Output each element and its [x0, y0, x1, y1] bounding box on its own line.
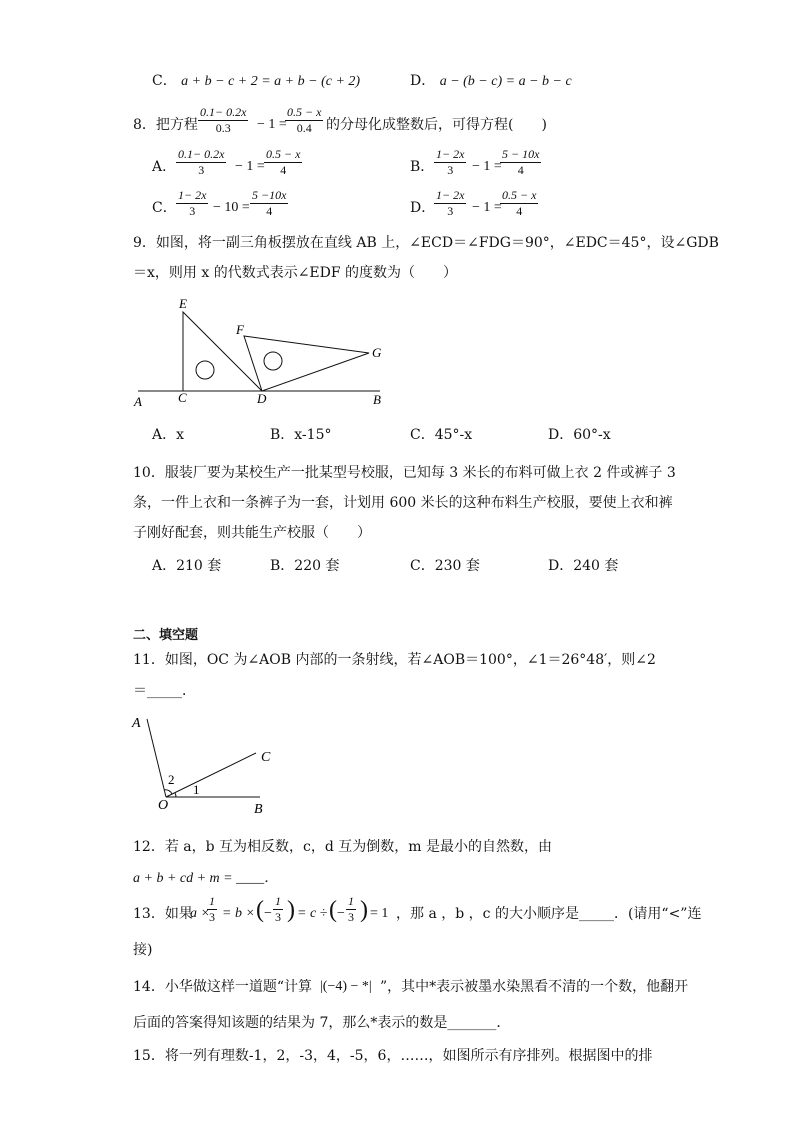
fraction-denominator: 0.4: [296, 121, 312, 135]
angle-arc-1: [175, 793, 176, 797]
fraction-numerator: 0.5 − x: [502, 188, 537, 202]
q13-suffix: ，那 a ，b ，c 的大小顺序是_____．(请用“<”连: [396, 906, 702, 922]
point-label-g: G: [372, 345, 382, 360]
q10-option-d: D．240 套: [548, 558, 619, 574]
fraction-denominator: 3: [189, 204, 196, 218]
fraction-denominator: 3: [447, 163, 454, 177]
fraction-denominator: 3: [348, 910, 354, 924]
triangle-fdg-hole: [264, 352, 282, 370]
point-label-b: B: [373, 392, 381, 407]
q11-stem-line-1: 11．如图，OC 为∠AOB 内部的一条射线，若∠AOB＝100°，∠1＝26°48′，则∠2: [133, 652, 656, 668]
q8-stem-mid: − 1 =: [257, 117, 287, 132]
q8-prefix: 8．把方程: [133, 117, 198, 133]
q10-stem-line-2: 条，一件上衣和一条裤子为一套，计划用 600 米长的这种布料生产校服，要使上衣和裤: [133, 495, 673, 511]
q13-fraction-2: [273, 895, 283, 924]
fraction-numerator: 0.5 − x: [266, 147, 301, 161]
q9-option-b: B．x-15°: [270, 427, 332, 443]
q8-stem-fraction-2: [285, 106, 323, 135]
q8-option-d-fraction-1: [434, 189, 466, 218]
fraction-denominator: 4: [516, 204, 523, 218]
fraction-numerator: 1: [275, 894, 281, 908]
q13-expr-a: a ×: [190, 906, 210, 921]
section-title: 二、填空题: [133, 628, 199, 643]
fraction-denominator: 4: [517, 163, 524, 177]
fraction-numerator: 1: [209, 894, 215, 908]
fraction-denominator: 3: [447, 204, 454, 218]
ray-oa: [147, 719, 166, 797]
fraction-numerator: 0.5 − x: [287, 105, 322, 119]
q7-option-d: [410, 72, 572, 91]
q13-stem-line-2: 接): [133, 942, 153, 958]
ray-oc: [166, 753, 256, 797]
q8-option-a-fraction-1: [176, 148, 226, 177]
q9-option-a: A．x: [152, 427, 185, 443]
q7-option-d-expr: a − (b − c) = a − b − c: [439, 74, 572, 89]
point-label-c: C: [178, 390, 187, 405]
fraction-denominator: 3: [198, 163, 205, 177]
q13-minus-2: −: [337, 906, 345, 921]
q14-prefix: 14．小华做这样一道题“计算: [133, 979, 312, 995]
fraction-numerator: 0.1− 0.2x: [178, 147, 225, 161]
q8-option-a-mid: − 1 =: [235, 159, 265, 174]
point-label-a: A: [134, 394, 142, 409]
q13-paren-close-2: ): [360, 897, 368, 923]
q8-option-b-fraction-1: [434, 148, 466, 177]
point-label-c: C: [261, 750, 271, 765]
q8-option-c-fraction-2: [250, 189, 288, 218]
q15-stem-line-1: 15．将一列有理数-1，2，-3，4，-5，6，……，如图所示有序排列。根据图中的排: [133, 1048, 653, 1064]
q8-option-a-label: A．: [152, 159, 177, 175]
triangle-fdg: [244, 336, 369, 391]
fraction-numerator: 0.1− 0.2x: [200, 105, 247, 119]
q9-figure: [130, 290, 400, 415]
q9-stem-line-1: 9．如图，将一副三角板摆放在直线 AB 上，∠ECD＝∠FDG＝90°，∠EDC＝45°，设∠GDB: [133, 235, 719, 251]
q13-paren-open-1: (: [256, 897, 264, 923]
q8-option-b-fraction-2: [500, 148, 541, 177]
q7-option-d-label: D．: [410, 73, 436, 89]
q8-option-c-mid: − 10 =: [213, 200, 250, 215]
fraction-numerator: 1− 2x: [436, 147, 465, 161]
fraction-numerator: 1: [348, 894, 354, 908]
q10-option-c: C．230 套: [410, 558, 480, 574]
q13-minus-1: −: [264, 906, 272, 921]
q10-option-b: B．220 套: [270, 558, 340, 574]
q14-suffix: ”，其中*表示被墨水染黑看不清的一个数，他翻开: [380, 979, 689, 995]
q14-expr: |(−4) − *|: [320, 979, 372, 994]
point-label-a: A: [132, 716, 141, 731]
fraction-numerator: 1− 2x: [178, 188, 207, 202]
angle-label-1: 1: [193, 782, 200, 797]
q8-option-d-label: D．: [410, 200, 436, 216]
q8-option-d-mid: − 1 =: [472, 200, 502, 215]
q8-option-a-fraction-2: [264, 148, 302, 177]
q13-fraction-3: [346, 895, 356, 924]
q10-stem-line-3: 子刚好配套，则共能生产校服（ ）: [133, 525, 371, 541]
fraction-denominator: 3: [209, 910, 215, 924]
q13-expr-c: = c ÷: [297, 906, 328, 921]
q9-stem-line-2: ＝x，则用 x 的代数式表示∠EDF 的度数为（ ）: [133, 265, 458, 281]
point-label-f: F: [236, 322, 244, 337]
fraction-denominator: 0.3: [215, 121, 231, 135]
q8-option-b-mid: − 1 =: [472, 159, 502, 174]
q10-stem-line-1: 10．服装厂要为某校生产一批某型号校服，已知每 3 米长的布料可做上衣 2 件或裤子 3: [133, 465, 676, 481]
q12-stem-line-1: 12．若 a，b 互为相反数，c，d 互为倒数，m 是最小的自然数，由: [133, 839, 553, 855]
fraction-numerator: 5 −10x: [252, 188, 287, 202]
q13-fraction-1: [207, 895, 217, 924]
q9-option-d: D．60°-x: [548, 427, 611, 443]
q8-option-c-fraction-1: [176, 189, 208, 218]
fraction-denominator: 4: [280, 163, 287, 177]
q10-option-a: A．210 套: [152, 558, 222, 574]
fraction-numerator: 5 − 10x: [502, 147, 540, 161]
q8-option-c-label: C．: [152, 200, 177, 216]
q13-prefix: 13．如果: [133, 906, 193, 922]
fraction-denominator: 4: [266, 204, 273, 218]
triangle-ecd-hole: [196, 361, 214, 379]
q8-option-d-fraction-2: [500, 189, 538, 218]
q13-paren-open-2: (: [329, 897, 337, 923]
triangle-ecd: [183, 312, 262, 391]
q8-stem-fraction-1: [198, 106, 248, 135]
q9-option-c: C．45°-x: [410, 427, 473, 443]
q7-option-c-expr: a + b − c + 2 = a + b − (c + 2): [181, 74, 361, 89]
point-label-b: B: [254, 802, 263, 817]
q13-expr-b: = b ×: [222, 906, 255, 921]
q13-paren-close-1: ): [287, 897, 295, 923]
q13-expr-end: = 1: [370, 906, 389, 921]
q14-stem-line-2: 后面的答案得知该题的结果为 7，那么*表示的数是_______．: [133, 1015, 511, 1031]
q7-option-c-label: C．: [152, 73, 177, 89]
q8-option-b-label: B．: [410, 159, 435, 175]
point-label-d: D: [257, 391, 267, 406]
point-label-e: E: [179, 296, 187, 311]
point-label-o: O: [158, 798, 169, 813]
q11-figure: [128, 710, 288, 820]
fraction-numerator: 1− 2x: [436, 188, 465, 202]
angle-label-2: 2: [168, 772, 175, 787]
q8-suffix: 的分母化成整数后，可得方程( ): [326, 117, 547, 133]
q11-stem-line-2: ＝_____．: [133, 683, 196, 699]
q12-stem-line-2: a + b + cd + m = ____．: [133, 871, 279, 886]
q7-option-c: [152, 72, 360, 91]
fraction-denominator: 3: [275, 910, 281, 924]
